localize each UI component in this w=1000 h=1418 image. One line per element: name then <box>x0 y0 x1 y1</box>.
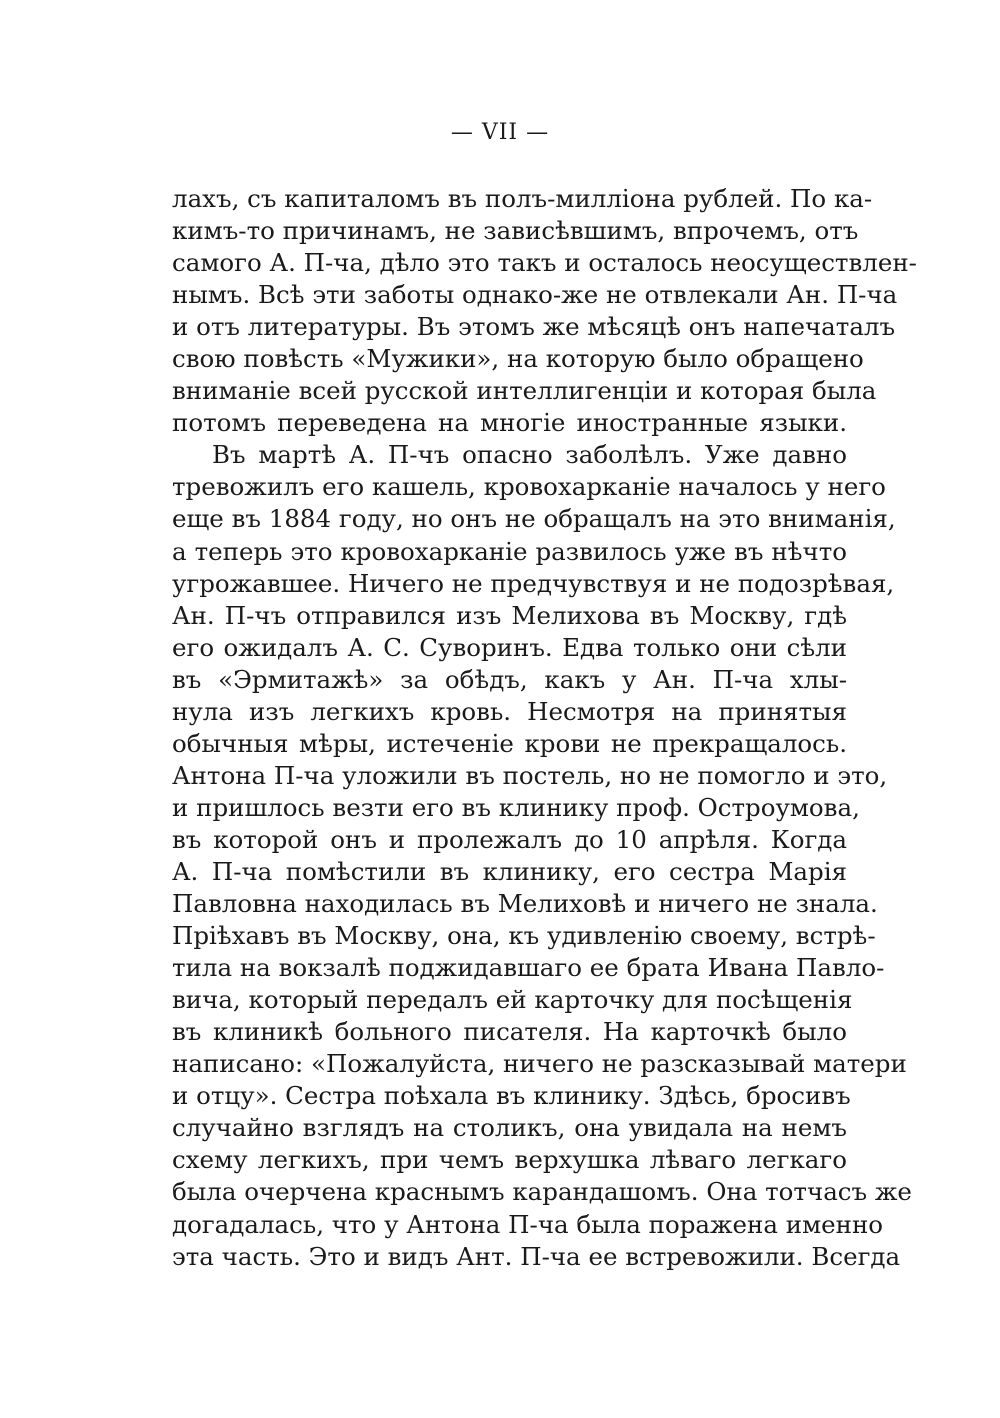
text-line: угрожавшее. Ничего не предчувствуя и не подозрѣвая, <box>172 568 895 598</box>
text-line: и пришлось везти его въ клинику проф. Остроумова, <box>172 792 860 822</box>
paragraph-start-line: Въ мартѣ А. П-чъ опасно заболѣлъ. Уже давно <box>212 440 847 470</box>
text-line: Антона П-ча уложили въ постель, но не помогло и это, <box>172 760 888 790</box>
text-line: Пріѣхавъ въ Москву, она, къ удивленію своему, встрѣ- <box>172 921 876 951</box>
text-line: Павловна находилась въ Мелиховѣ и ничего не знала. <box>172 889 878 919</box>
text-line: вниманіе всей русской интеллигенціи и которая была <box>172 376 877 406</box>
text-line: нымъ. Всѣ эти заботы однако-же не отвлекали Ан. П-ча <box>172 280 898 310</box>
text-line: его ожидалъ А. С. Суворинъ. Едва только они сѣли <box>172 632 847 662</box>
text-line: была очерчена краснымъ карандашомъ. Она тотчасъ же <box>172 1177 912 1207</box>
text-line: а теперь это кровохарканіе развилось уже въ нѣчто <box>172 536 847 566</box>
text-line: случайно взглядъ на столикъ, она увидала на немъ <box>172 1113 847 1143</box>
text-line: обычныя мѣры, истеченіе крови не прекращалось. <box>172 728 847 758</box>
text-line: схему легкихъ, при чемъ верхушка лѣваго легкаго <box>172 1145 847 1175</box>
text-line: Ан. П-чъ отправился изъ Мелихова въ Москву, гдѣ <box>172 600 847 630</box>
text-line: тила на вокзалѣ поджидавшаго ее брата Ивана Павло- <box>172 953 885 983</box>
text-line: догадалась, что у Антона П-ча была поражена именно <box>172 1209 884 1239</box>
text-line: потомъ переведена на многіе иностранные языки. <box>172 408 847 438</box>
text-line: и отъ литературы. Въ этомъ же мѣсяцѣ онъ напечаталъ <box>172 312 896 342</box>
text-line: нула изъ легкихъ кровь. Несмотря на принятыя <box>172 696 847 726</box>
body-text <box>172 183 917 1273</box>
text-line: кимъ-то причинамъ, не зависѣвшимъ, впрочемъ, отъ <box>172 216 859 246</box>
text-line: лахъ, съ капиталомъ въ полъ-милліона рублей. По ка- <box>172 184 873 213</box>
text-line: еще въ 1884 году, но онъ не обращалъ на это вниманія, <box>172 504 896 534</box>
text-line: въ клиникѣ больного писателя. На карточкѣ было <box>172 1017 847 1047</box>
text-line: тревожилъ его кашель, кровохарканіе началось у него <box>172 472 886 502</box>
text-line: и отцу». Сестра поѣхала въ клинику. Здѣсь, бросивъ <box>172 1081 851 1111</box>
text-line: эта часть. Это и видъ Ант. П-ча ее встревожили. Всегда <box>172 1241 901 1271</box>
page-number-header: — VII — <box>450 120 550 145</box>
text-line: написано: «Пожалуйста, ничего не разсказывай матери <box>172 1049 907 1079</box>
text-line: въ «Эрмитажѣ» за обѣдъ, какъ у Ан. П-ча хлы- <box>172 664 847 694</box>
text-line: вича, который передалъ ей карточку для посѣщенія <box>172 985 853 1015</box>
text-line: А. П-ча помѣстили въ клинику, его сестра Марія <box>172 856 847 886</box>
text-line: самого А. П-ча, дѣло это такъ и осталось неосуществлен- <box>172 248 917 278</box>
text-line: свою повѣсть «Мужики», на которую было обращено <box>172 344 864 374</box>
text-line: въ которой онъ и пролежалъ до 10 апрѣля. Когда <box>172 824 847 854</box>
